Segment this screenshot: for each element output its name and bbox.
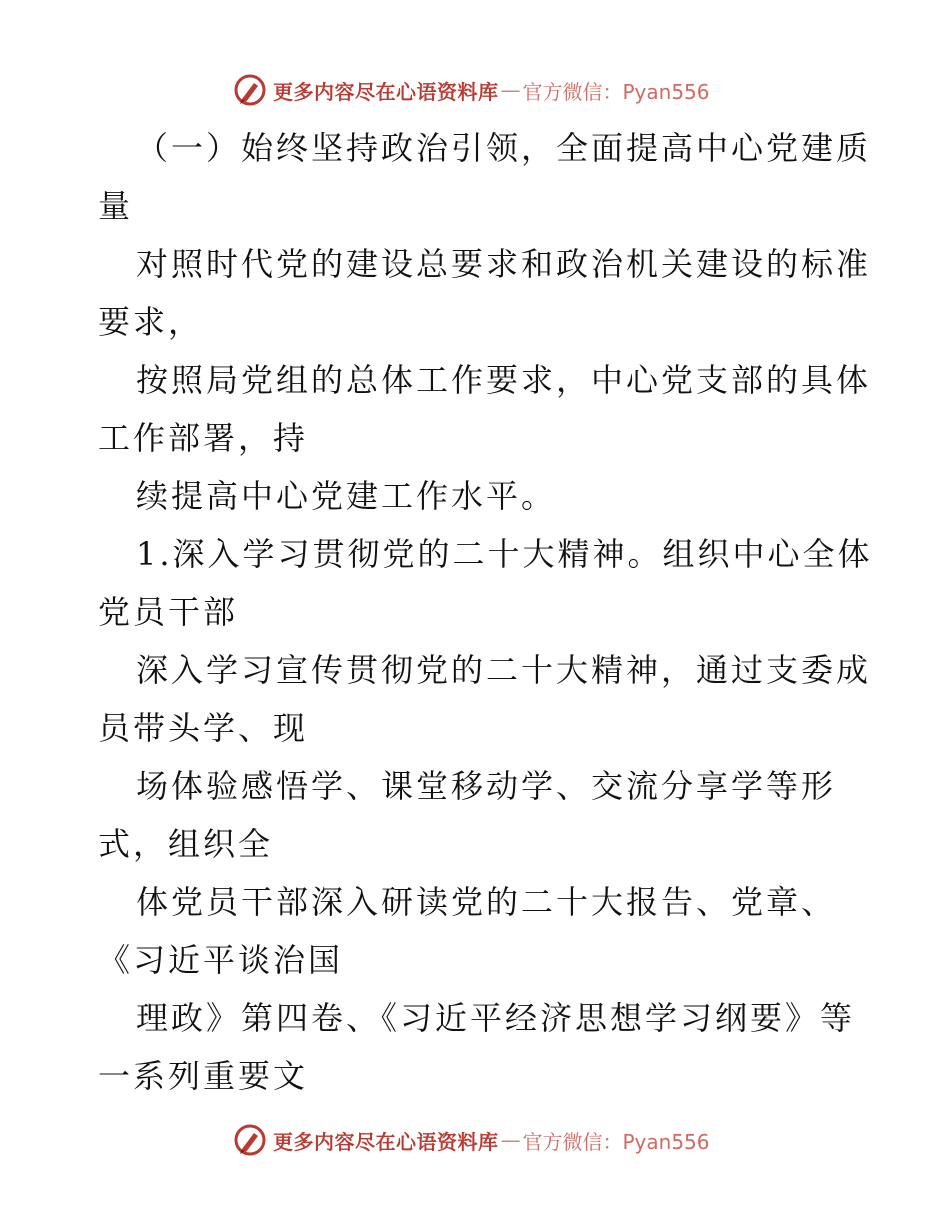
text-line: 按照局党组的总体工作要求，中心党支部的具体 (136, 361, 872, 399)
text-line: 1.深入学习贯彻党的二十大精神。组织中心全体 (136, 535, 873, 573)
text-line: 一系列重要文 (98, 1057, 309, 1095)
banner-wechat: 官方微信：Pyan556 (522, 79, 710, 104)
text-line: 要求， (98, 303, 204, 341)
text-line: 工作部署，持 (98, 419, 309, 457)
text-line: 《习近平谈治国 (98, 941, 344, 979)
text-line: 党员干部 (98, 593, 239, 631)
banner-brand: 更多内容尽在心语资料库 (273, 79, 499, 104)
header-banner (233, 72, 710, 108)
text-line: （一）始终坚持政治引领，全面提高中心党建质 (136, 129, 872, 167)
text-line: 量 (98, 187, 134, 225)
banner-brand: 更多内容尽在心语资料库 (273, 1129, 499, 1154)
text-line: 对照时代党的建设总要求和政治机关建设的标准 (136, 245, 872, 283)
pen-logo-icon (233, 1123, 267, 1157)
document-body (98, 119, 873, 1105)
text-line: 体党员干部深入研读党的二十大报告、党章、 (136, 883, 837, 921)
text-line: 员带头学、现 (98, 709, 309, 747)
text-line: 深入学习宣传贯彻党的二十大精神，通过支委成 (136, 651, 872, 689)
text-line: 理政》第四卷、《习近平经济思想学习纲要》等 (136, 999, 856, 1037)
banner-separator: — (500, 1128, 521, 1152)
text-line: 式，组织全 (98, 825, 274, 863)
banner-wechat: 官方微信：Pyan556 (522, 1129, 710, 1154)
banner-separator: — (500, 78, 521, 102)
footer-banner (233, 1122, 710, 1158)
text-line: 场体验感悟学、课堂移动学、交流分享学等形 (136, 767, 837, 805)
pen-logo-icon (233, 73, 267, 107)
text-line: 续提高中心党建工作水平。 (136, 477, 557, 515)
